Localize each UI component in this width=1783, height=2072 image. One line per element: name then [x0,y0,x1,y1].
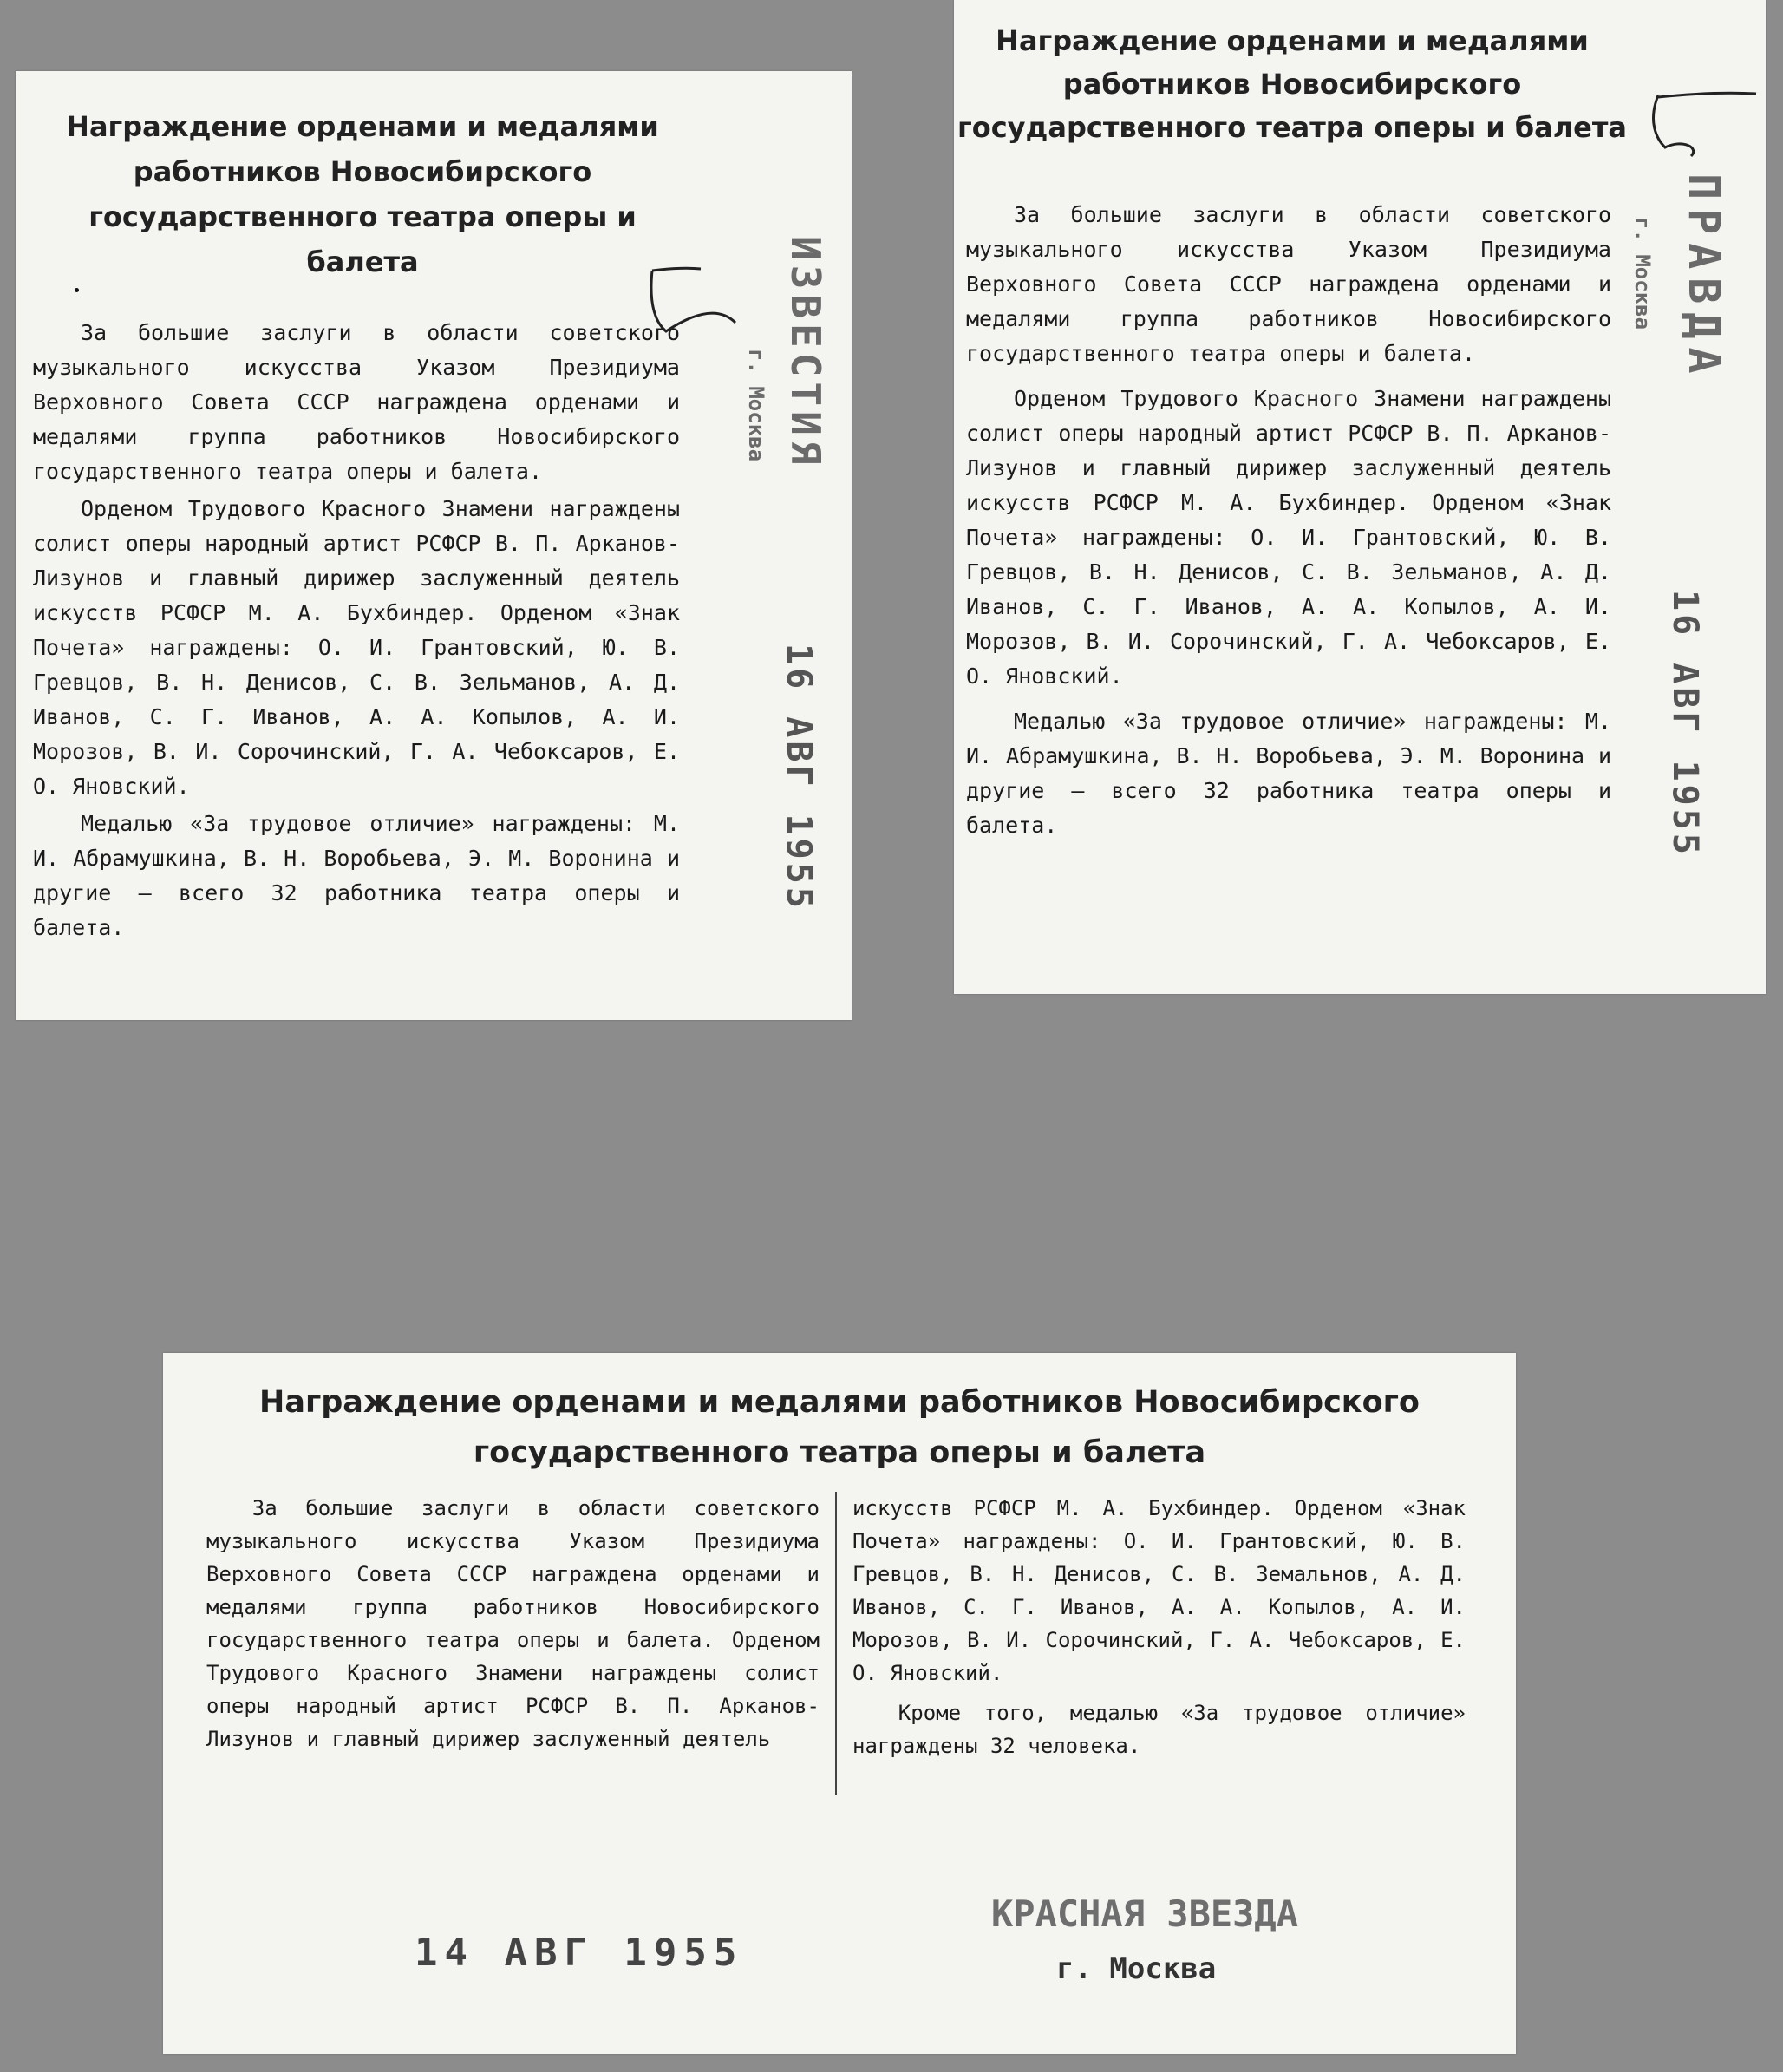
izvestia-headline: Награждение орденами и медалями работников Новосибирского государственного театра оперы и балета [66,110,659,278]
zvezda-article-body [206,1492,1473,1795]
pravda-paragraph-1: За большие заслуги в области советского музыкального искусства Указом Президиума Верховного Совета СССР награждена орденами и медалями группа работников Новосибирского государственного театра оперы и балета. [966,202,1611,366]
pravda-date-stamp: 16 АВГ 1955 [1665,590,1705,858]
zvezda-city-stamp: г. Москва [1056,1951,1217,1986]
izvestia-clipping [16,71,852,1020]
izvestia-city-stamp: г. Москва [744,349,768,462]
izvestia-paragraph-2: Орденом Трудового Красного Знамени награждены солист оперы народный артист РСФСР В. П. Арканов-Лизунов и главный дирижер заслуженный деятель искусств РСФСР М. А. Бухбиндер. Орденом «Знак Почета» награждены: О. И. Грантовский, Ю. В. Гревцов, В. Н. Денисов, С. В. Зельманов, А. Д. Иванов, С. Г. Иванов, А. А. Копылов, А. И. Морозов, В. И. Сорочинский, Г. А. Чебоксаров, Е. О. Яновский. [33,496,680,799]
izvestia-article-body [33,316,680,948]
zvezda-right-text-2: Кроме того, медалью «За трудовое отличие» награждены 32 человека. [852,1701,1466,1758]
pravda-article-body [966,198,1611,853]
zvezda-left-text: За большие заслуги в области советского музыкального искусства Указом Президиума Верховного Совета СССР награждена орденами и медалями группа работников Новосибирского государственного театра оперы и балета. Орденом Трудового Красного Знамени награждены солист оперы народный артист РСФСР В. П. Арканов-Лизунов и главный дирижер заслуженный деятель [206,1496,820,1751]
izvestia-paragraph-3: Медалью «За трудовое отличие» награждены: М. И. Абрамушкина, В. Н. Воробьева, Э. М. Воронина и другие — всего 32 работника театра оперы и балета. [33,811,680,940]
zvezda-headline: Награждение орденами и медалями работников Новосибирского государственного театра оперы и балета [259,1385,1420,1470]
pravda-paragraph-3: Медалью «За трудовое отличие» награждены: М. И. Абрамушкина, В. Н. Воробьева, Э. М. Воронина и другие — всего 32 работника театра оперы и балета. [966,709,1611,838]
krasnaya-zvezda-clipping [163,1353,1516,2054]
pravda-clipping [954,0,1766,994]
pravda-newspaper-stamp: ПРАВДА [1679,173,1729,382]
handwritten-mark [1639,87,1760,165]
izvestia-paragraph-1: За большие заслуги в области советского музыкального искусства Указом Президиума Верховного Совета СССР награждена орденами и медалями группа работников Новосибирского государственного театра оперы и балета. [33,320,680,484]
pravda-headline: Награждение орденами и медалями работников Новосибирского государственного театра оперы и балета [957,24,1627,144]
pravda-city-stamp: г. Москва [1630,217,1655,330]
izvestia-newspaper-stamp: ИЗВЕСТИЯ [782,236,829,470]
zvezda-right-column [837,1492,1466,1795]
zvezda-date-stamp: 14 АВГ 1955 [415,1931,744,1975]
izvestia-date-stamp: 16 АВГ 1955 [779,644,819,912]
handwritten-mark [640,253,744,366]
pravda-paragraph-2: Орденом Трудового Красного Знамени награждены солист оперы народный артист РСФСР В. П. Арканов-Лизунов и главный дирижер заслуженный деятель искусств РСФСР М. А. Бухбиндер. Орденом «Знак Почета» награждены: О. И. Грантовский, Ю. В. Гревцов, В. Н. Денисов, С. В. Зельманов, А. Д. Иванов, С. Г. Иванов, А. А. Копылов, А. И. Морозов, В. И. Сорочинский, Г. А. Чебоксаров, Е. О. Яновский. [966,386,1611,689]
zvezda-right-text-1: искусств РСФСР М. А. Бухбиндер. Орденом «Знак Почета» награждены: О. И. Грантовский, Ю. В. Гревцов, В. Н. Денисов, С. В. Земальнов, А. Д. Иванов, С. Г. Иванов, А. А. Копылов, А. И. Морозов, В. И. Сорочинский, Г. А. Чебоксаров, Е. О. Яновский. [852,1496,1466,1685]
ink-speck [75,288,79,292]
zvezda-left-column [206,1492,835,1795]
zvezda-newspaper-stamp: КРАСНАЯ ЗВЕЗДА [991,1892,1299,1935]
